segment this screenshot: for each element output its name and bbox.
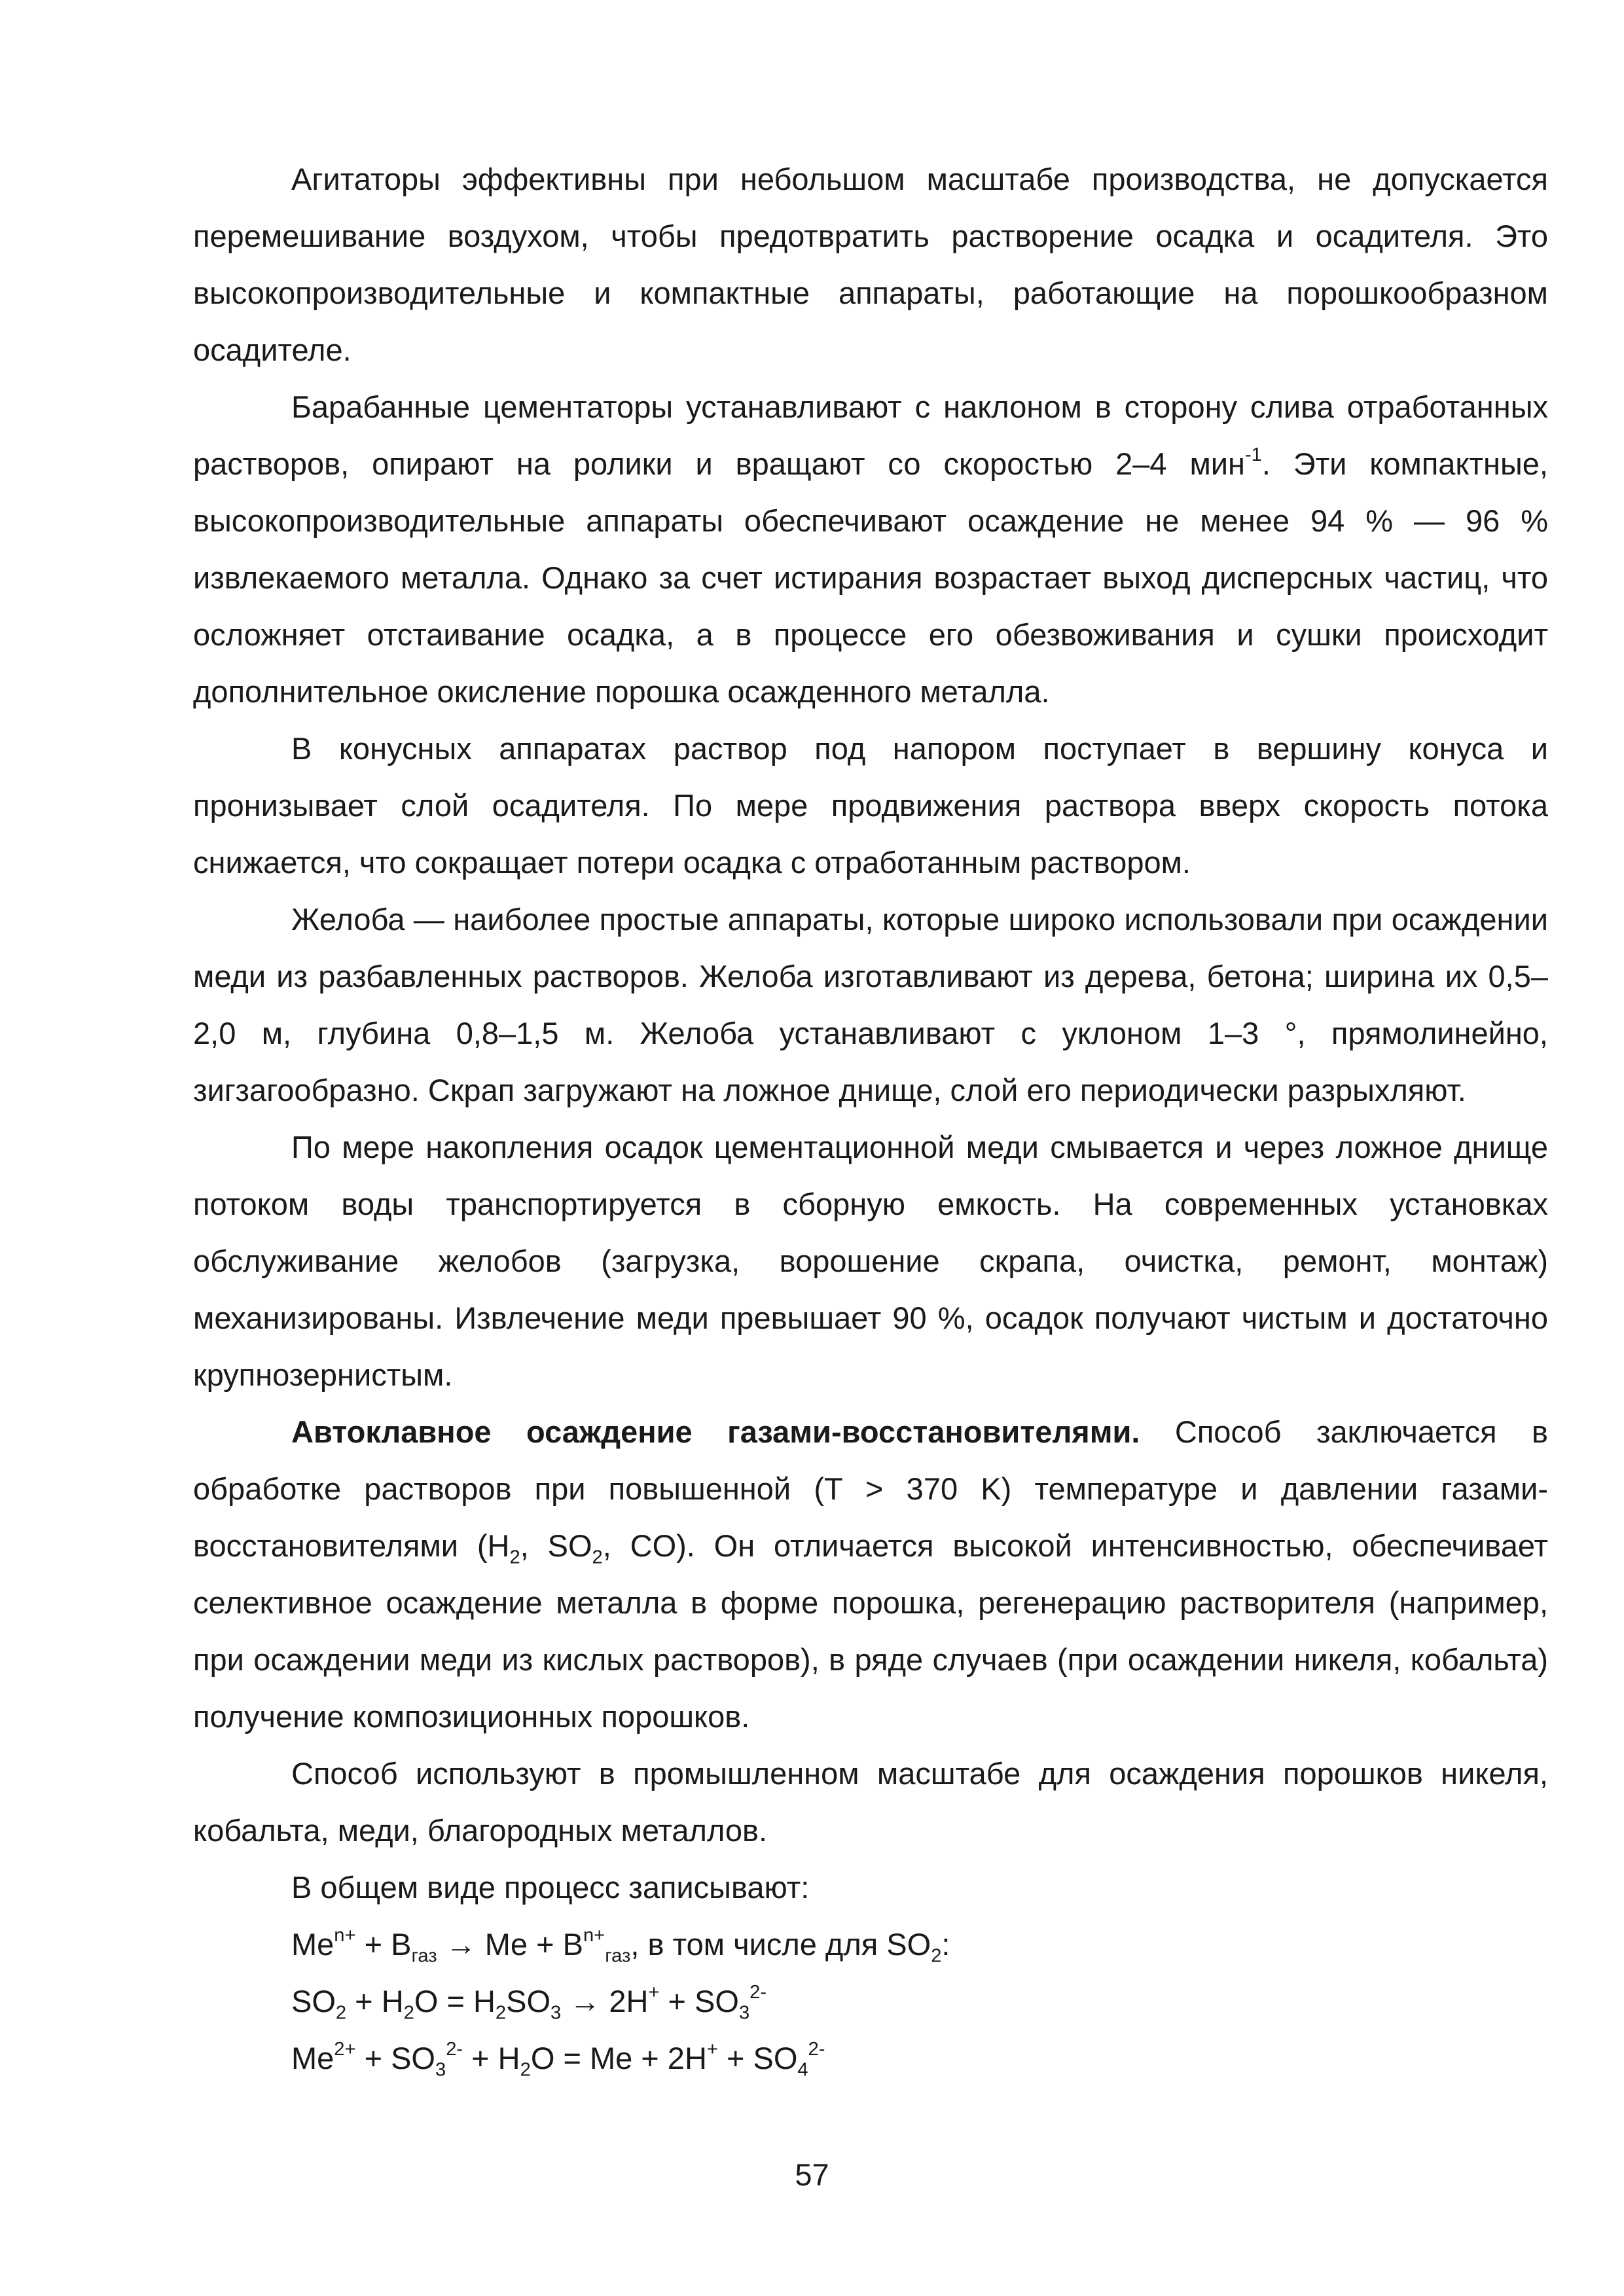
paragraph-agitators: Агитаторы эффективны при небольшом масштабе производства, не допускается перемешивание воздухом, чтобы предотвратить растворение осадка и осадителя. Это высокопроизводительные и компактные аппараты, работающие на порошкообразном осадителе. [193,162,1548,367]
eq-part: + B [355,1927,412,1962]
text-run: . Эти компактные, высокопроизводительные аппараты обеспечивают осаждение не менее 94 % — 96 % извлекаемого металла. Однако за счет истирания возрастает выход дисперсных частиц, что осложняет отстаивание осадка, а в процессе его обезвоживания и сушки происходит дополнительное окисление порошка осажденного металла. [193,446,1548,709]
eq-sub: 2 [335,2002,347,2024]
eq-sup: 2+ [334,2038,356,2060]
eq-sub: 3 [738,2002,750,2024]
eq-sub: газ [411,1945,437,1967]
eq-sub: 4 [797,2059,808,2081]
eq-sup: n+ [334,1924,356,1946]
eq-sub: 2 [931,1945,942,1967]
text-run: , SO [520,1528,592,1563]
paragraph-industrial-use: Способ используют в промышленном масштабе для осаждения порошков никеля, кобальта, меди, благородных металлов. [193,1756,1548,1848]
text-run: , CO). Он отличается высокой интенсивностью, обеспечивает селективное осаждение металла в форме порошка, регенерацию растворителя (например, при осаждении меди из кислых растворов), в ряде случаев (при осаждении никеля, кобальта) получение композиционных порошков. [193,1528,1548,1734]
subscript: 2 [509,1547,520,1568]
paragraph-drum-cementators [193,378,1548,720]
eq-sub: 2 [495,2002,507,2024]
eq-part: → 2H [561,1984,649,2018]
text-run: Барабанные цементаторы устанавливают с наклоном в сторону слива отработанных растворов, опирают на ролики и вращают со скоростью 2–4 мин [193,389,1548,481]
eq-sub: 3 [435,2059,446,2081]
subscript: 2 [592,1547,603,1568]
paragraph-cone-apparatus: В конусных аппаратах раствор под напором поступает в вершину конуса и пронизывает слой осадителя. По мере продвижения раствора вверх скорость потока снижается, что сокращает потери осадка с отработанным раствором. [193,731,1548,880]
eq-part: + SO [659,1984,739,2018]
eq-part: + H [463,2041,520,2075]
eq-part: , в том числе для SO [630,1927,931,1962]
eq-part: + SO [355,2041,435,2075]
eq-sup: + [648,1981,660,2003]
eq-sub: 2 [403,2002,414,2024]
eq-sub: 3 [550,2002,562,2024]
eq-sup: 2- [808,2038,825,2060]
equation-metal-reduction [193,2030,1548,2087]
paragraph-copper-sediment: По мере накопления осадок цементационной меди смывается и через ложное днище потоком воды транспортируется в сборную емкость. На современных установках обслуживание желобов (загрузка, ворошение скрапа, очистка, ремонт, монтаж) механизированы. Извлечение меди превышает 90 %, осадок получают чистым и достаточно крупнозернистым. [193,1130,1548,1392]
eq-sup: 2- [749,1981,767,2003]
eq-part: SO [291,1984,336,2018]
equation-so2-hydrolysis [193,1973,1548,2030]
eq-sup: + [706,2038,718,2060]
eq-part: Me [291,1927,334,1962]
eq-part: + H [346,1984,404,2018]
paragraph-autoclave [193,1403,1548,1745]
page-body [193,151,1548,2087]
eq-part: SO [506,1984,551,2018]
eq-part: O = H [414,1984,496,2018]
paragraph-troughs: Желоба — наиболее простые аппараты, которые широко использовали при осаждении меди из разбавленных растворов. Желоба изготавливают из дерева, бетона; ширина их 0,5–2,0 м, глубина 0,8–1,5 м. Желоба устанавливают с уклоном 1–3 °, прямолинейно, зигзагообразно. Скрап загружают на ложное днище, слой его периодически разрыхляют. [193,902,1548,1107]
page-number: 57 [795,2157,829,2192]
superscript: -1 [1244,444,1262,465]
equation-general [193,1916,1548,1973]
eq-part: → Me + B [437,1927,583,1962]
paragraph-process-intro: В общем виде процесс записывают: [291,1870,810,1905]
eq-sup: n+ [583,1924,605,1946]
eq-sup: 2- [446,2038,463,2060]
eq-sub: газ [605,1945,631,1967]
eq-part: O = Me + 2H [530,2041,707,2075]
eq-part: Me [291,2041,334,2075]
eq-part: + SO [717,2041,798,2075]
text-run: Способ заключается в обработке растворов при повышенной (T > 370 K) температуре и давлении газами-восстановителями (H [193,1414,1548,1563]
section-heading: Автоклавное осаждение газами-восстановителями. [291,1414,1140,1449]
eq-sub: 2 [520,2059,531,2081]
eq-part: : [941,1927,950,1962]
